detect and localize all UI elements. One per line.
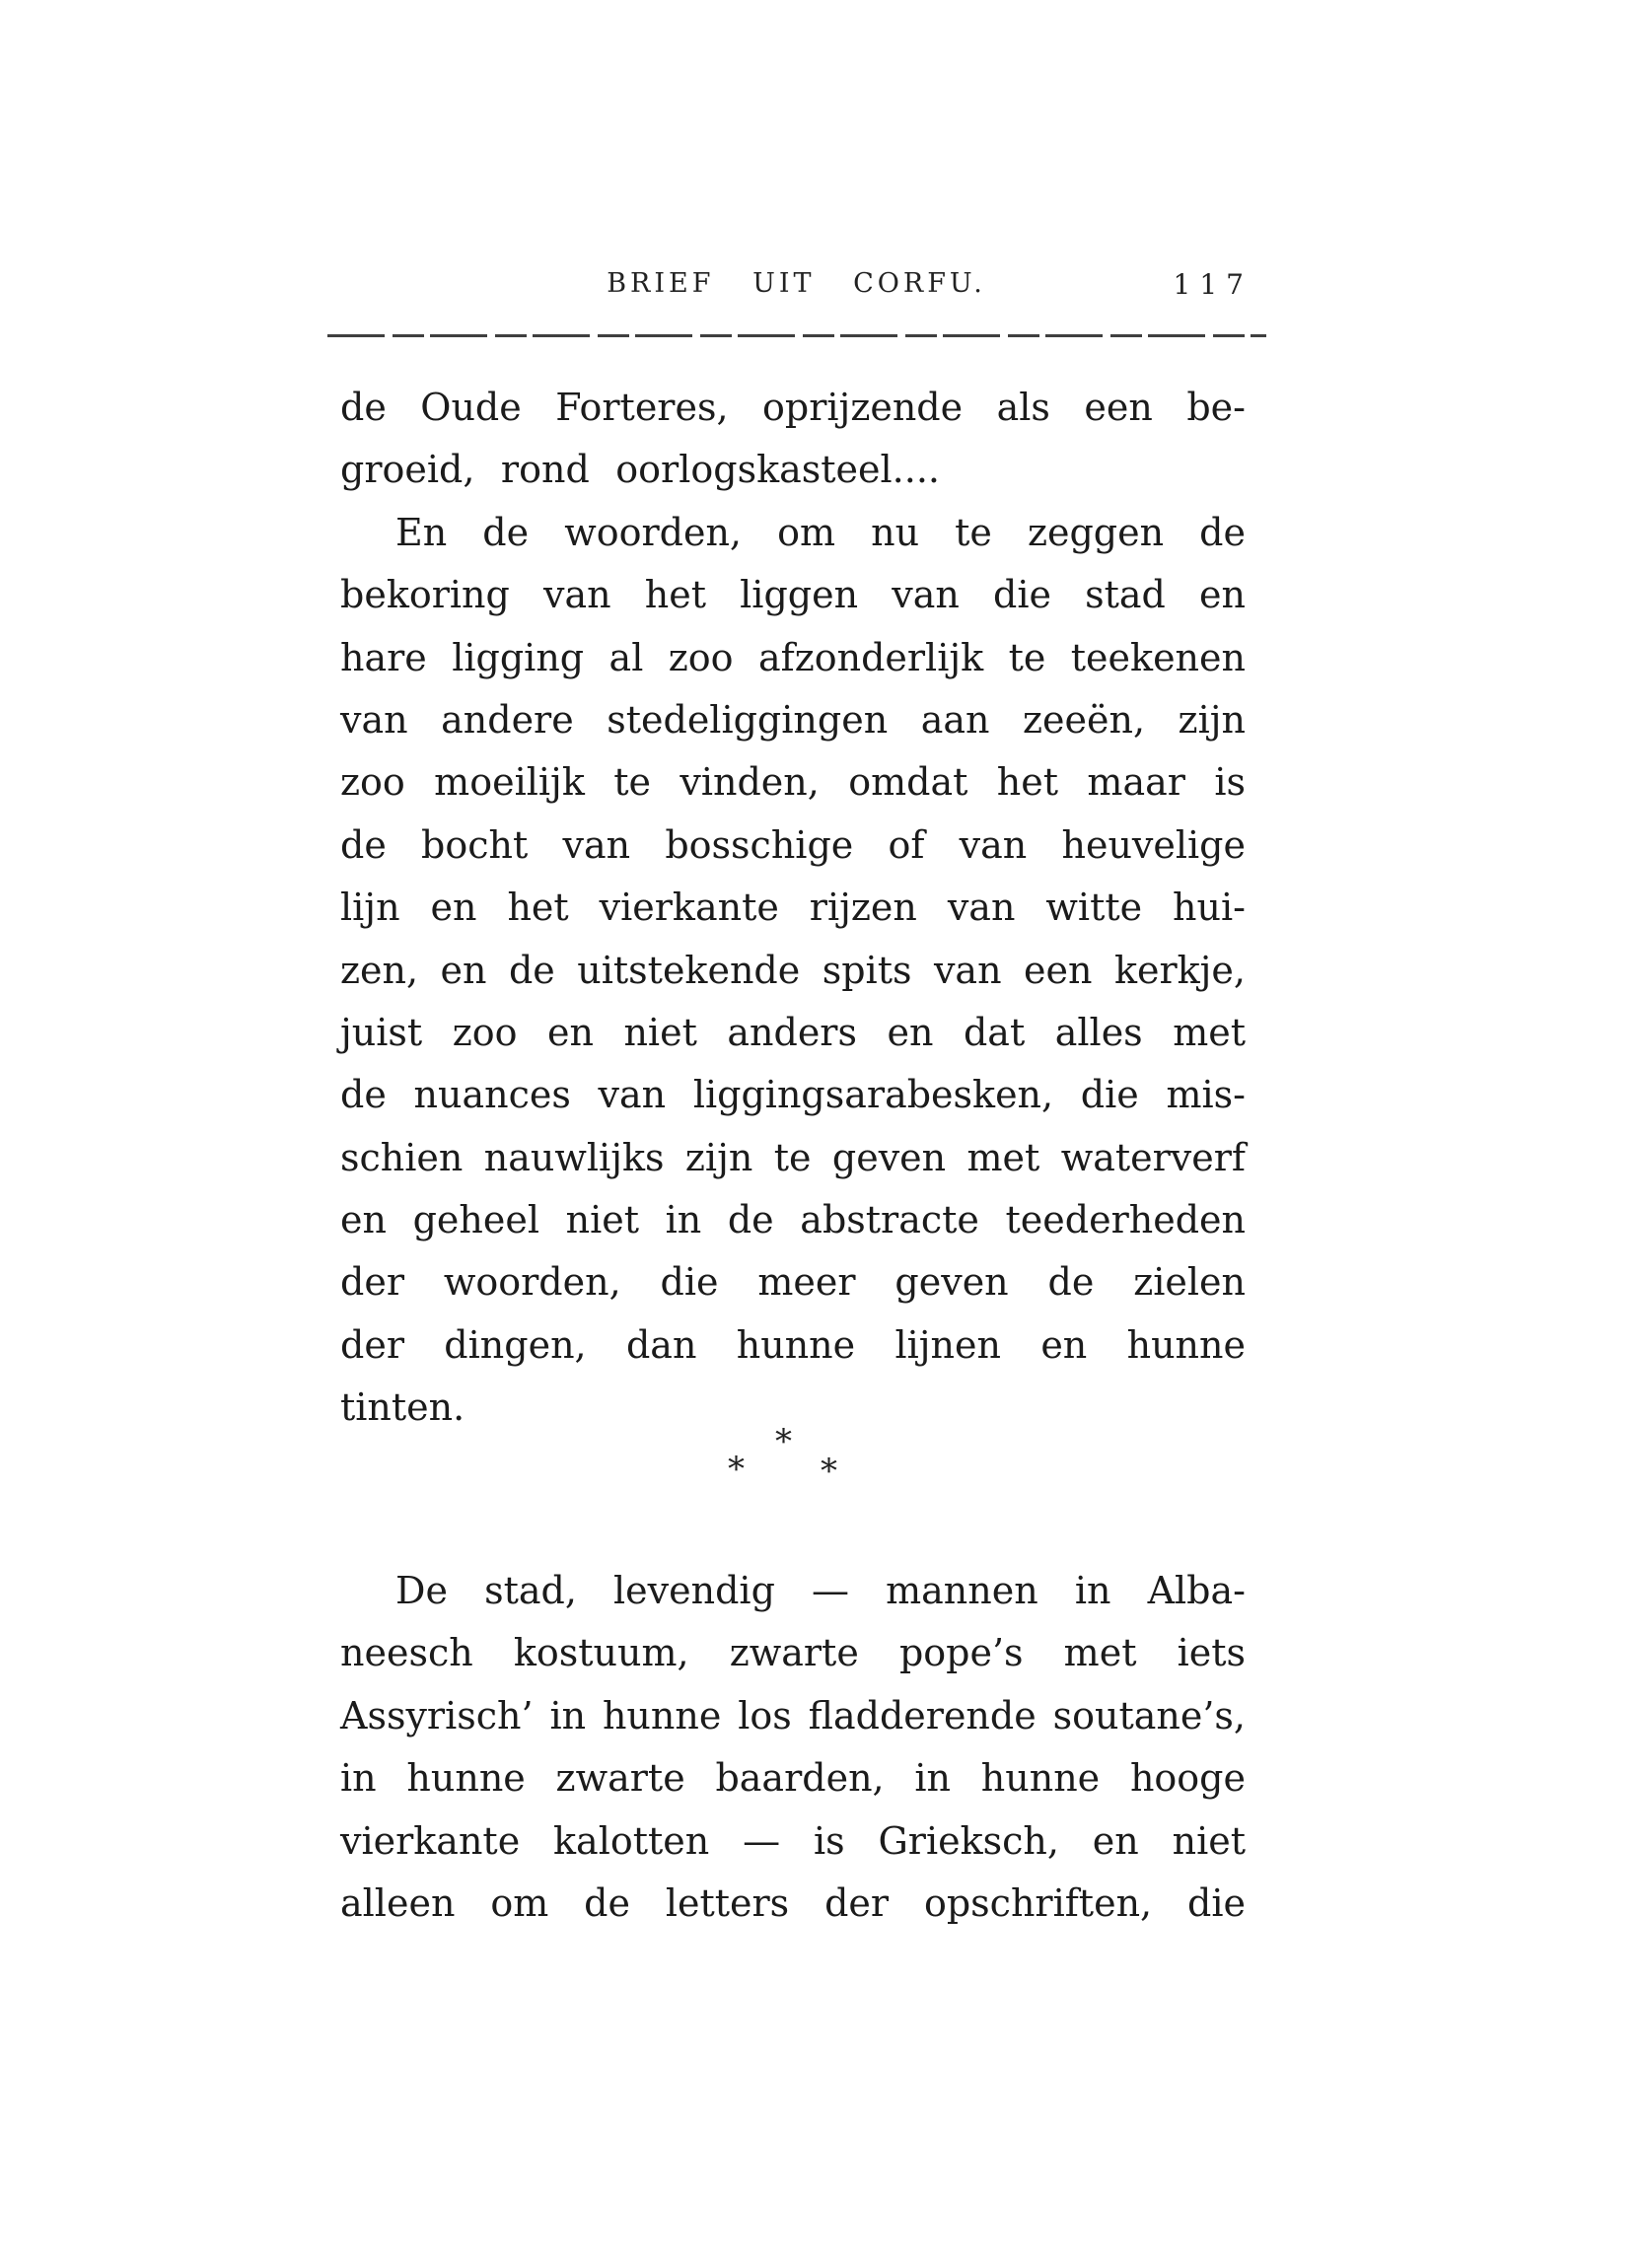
text-line: de Oude Forteres, oprijzende als een be- xyxy=(340,386,1246,429)
text-line: schien nauwlijks zijn te geven met waterverf xyxy=(340,1135,1246,1179)
text-line: bekoring van het liggen van die stad en xyxy=(340,573,1246,617)
text-line: en geheel niet in de abstracte teederheden xyxy=(340,1198,1246,1242)
text-line: lijn en het vierkante rijzen van witte hui- xyxy=(340,886,1246,930)
text-line: De stad, levendig — mannen in Alba- xyxy=(395,1569,1246,1612)
text-line: alleen om de letters der opschriften, die xyxy=(340,1880,1246,1925)
text-line: hare ligging al zoo afzonderlijk te teekenen xyxy=(340,635,1246,679)
page-number: 117 xyxy=(1173,268,1252,301)
section-separator xyxy=(690,1420,888,1499)
text-line: vierkante kalotten — is Grieksch, en niet xyxy=(340,1818,1246,1863)
header-divider-rule xyxy=(327,334,1266,337)
asterisk-icon: * xyxy=(775,1422,792,1461)
text-line: de bocht van bosschige of van heuvelige xyxy=(340,822,1246,867)
text-line: van andere stedeliggingen aan zeeën, zijn xyxy=(340,697,1246,742)
paragraph-2 xyxy=(340,1560,1246,1935)
asterisk-icon: * xyxy=(728,1450,745,1489)
running-title: BRIEF UIT CORFU. xyxy=(607,268,986,299)
text-line: de nuances van liggingsarabesken, die mis- xyxy=(340,1073,1246,1117)
paragraph-1 xyxy=(340,377,1246,1440)
text-line: juist zoo en niet anders en dat alles met xyxy=(340,1010,1246,1054)
text-line: Assyrisch’ in hunne los fladderende soutane’s, xyxy=(340,1693,1246,1737)
page-header xyxy=(340,268,1252,304)
text-line: En de woorden, om nu te zeggen de xyxy=(395,510,1246,554)
text-line: der woorden, die meer geven de zielen xyxy=(340,1260,1246,1305)
text-line: zoo moeilijk te vinden, omdat het maar is xyxy=(340,760,1246,805)
text-line: der dingen, dan hunne lijnen en hunne xyxy=(340,1322,1246,1367)
text-line: neesch kostuum, zwarte pope’s met iets xyxy=(340,1631,1246,1675)
text-line: groeid, rond oorlogskasteel.... xyxy=(340,448,940,492)
text-line: in hunne zwarte baarden, in hunne hooge xyxy=(340,1756,1246,1801)
asterisk-icon: * xyxy=(821,1452,837,1491)
text-line: zen, en de uitstekende spits van een kerkje, xyxy=(340,948,1246,992)
text-line: tinten. xyxy=(340,1385,465,1430)
